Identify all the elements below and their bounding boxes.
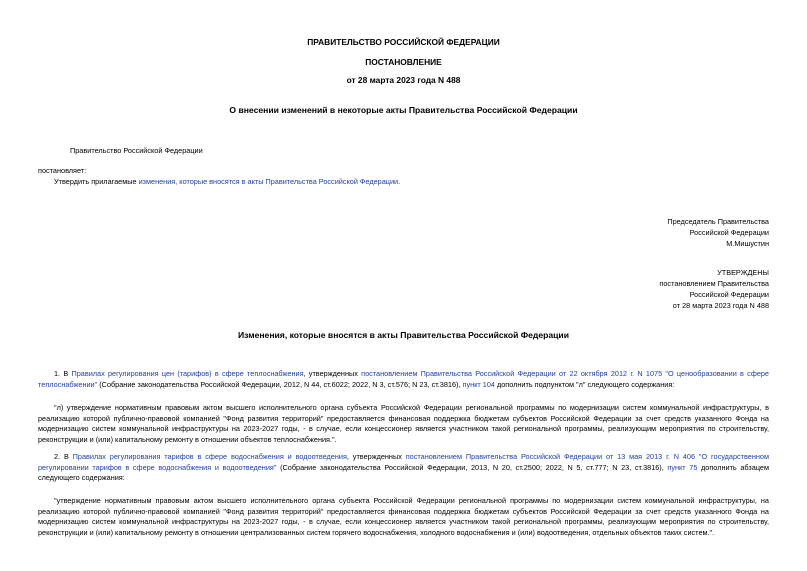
signature-position: Председатель Правительства [667, 217, 769, 226]
item-1-clause-link[interactable]: пункт 104 [462, 379, 495, 389]
document-title: О внесении изменений в некоторые акты Правительства Российской Федерации [229, 105, 578, 115]
item-2-text: , утвержденных [346, 452, 406, 461]
item-1 [38, 369, 769, 390]
item-1-rules-link[interactable]: Правилах регулирования цен (тарифов) в сфере теплоснабжения [71, 369, 304, 378]
item-2-rules-link[interactable]: Правилах регулирования тарифов в сфере водоснабжения и водоотведения [72, 452, 347, 461]
item-2-text: (Собрание законодательства Российской Федерации, 2013, N 20, ст.2500; 2022, N 5, ст.777; N 23, ст.3816), [276, 462, 668, 472]
document-date-number: от 28 марта 2023 года N 488 [346, 75, 461, 85]
item-1-text: , утвержденных [303, 369, 362, 378]
item-1-decree-link[interactable]: постановлением Правительства Российской Федерации от 22 октября 2012 г. N 1075 "О ценообразовании в сфере теплоснабжении" [38, 369, 769, 389]
approve-link[interactable]: изменения, которые вносятся в акты Правительства Российской Федерации [138, 177, 399, 186]
item-1-num: 1. В [54, 369, 72, 378]
item-2-num: 2. В [54, 452, 73, 461]
approval-date: от 28 марта 2023 года N 488 [672, 301, 769, 310]
quote-2: "утверждение нормативным правовым актом высшего исполнительного органа субъекта Российской Федерации региональной программы по модернизации систем коммунальной инфраструктуры, на реализацию которой публично-правовой компанией "Фонд развития территорий" предоставляется финансовая поддержка бюджетам субъектов Российской Федерации за счет средств указанного Фонда на модернизацию систем коммунальной инфраструктуры на 2023-2027 годы, - в случае, если концессионер является участником такой региональной программы, реализующим мероприятия по строительству, реконструкции и (или) капитальному ремонту в отношении централизованных систем горячего водоснабжения, холодного водоснабжения и (или) водоотведения, отдельных объектов таких систем.". [38, 496, 769, 537]
quote-1: "л) утверждение нормативным правовым актом высшего исполнительного органа субъекта Российской Федерации региональной программы по модернизации систем коммунальной инфраструктуры, в реализацию которой публично-правовой компанией "Фонд развития территорий" предоставляется финансовая поддержка бюджетам субъектов Российской Федерации за счет средств указанного Фонда на модернизацию систем коммунальной инфраструктуры на 2023-2027 годы, - в случае, если концессионер является участником такой региональной программы, реализующим мероприятия по строительству, реконструкции и (или) капитальному ремонту в отношении объектов теплоснабжения.". [38, 403, 769, 444]
approval-line: постановлением Правительства [659, 279, 769, 288]
approve-end: . [398, 177, 401, 186]
item-1-text: дополнить подпунктом "л" следующего содержания: [494, 379, 675, 389]
approval-line: Российской Федерации [689, 290, 769, 299]
signature-name: М.Мишустин [726, 239, 769, 248]
item-2 [38, 452, 769, 484]
document-type: ПОСТАНОВЛЕНИЕ [365, 57, 442, 67]
item-2-decree-link[interactable]: постановлением Правительства Российской Федерации от 13 мая 2013 г. N 406 "О государственном регулировании тарифов в сфере водоснабжения и водоотведения" [38, 452, 769, 472]
preamble-approve [54, 177, 400, 188]
item-2-clause-link[interactable]: пункт 75 [667, 462, 698, 472]
signature-position-2: Российской Федерации [689, 228, 769, 237]
item-2-text: дополнить абзацем следующего содержания: [38, 462, 769, 482]
approval-heading: УТВЕРЖДЕНЫ [717, 268, 769, 277]
changes-title: Изменения, которые вносятся в акты Правительства Российской Федерации [237, 330, 569, 340]
government-heading: ПРАВИТЕЛЬСТВО РОССИЙСКОЙ ФЕДЕРАЦИИ [307, 37, 500, 47]
preamble-decides: постановляет: [38, 166, 87, 175]
item-1-text: (Собрание законодательства Российской Федерации, 2012, N 44, ст.6022; 2022, N 3, ст.576; N 23, ст.3816), [97, 379, 463, 389]
approve-text: Утвердить прилагаемые [54, 177, 139, 186]
preamble-subject: Правительство Российской Федерации [70, 146, 203, 155]
